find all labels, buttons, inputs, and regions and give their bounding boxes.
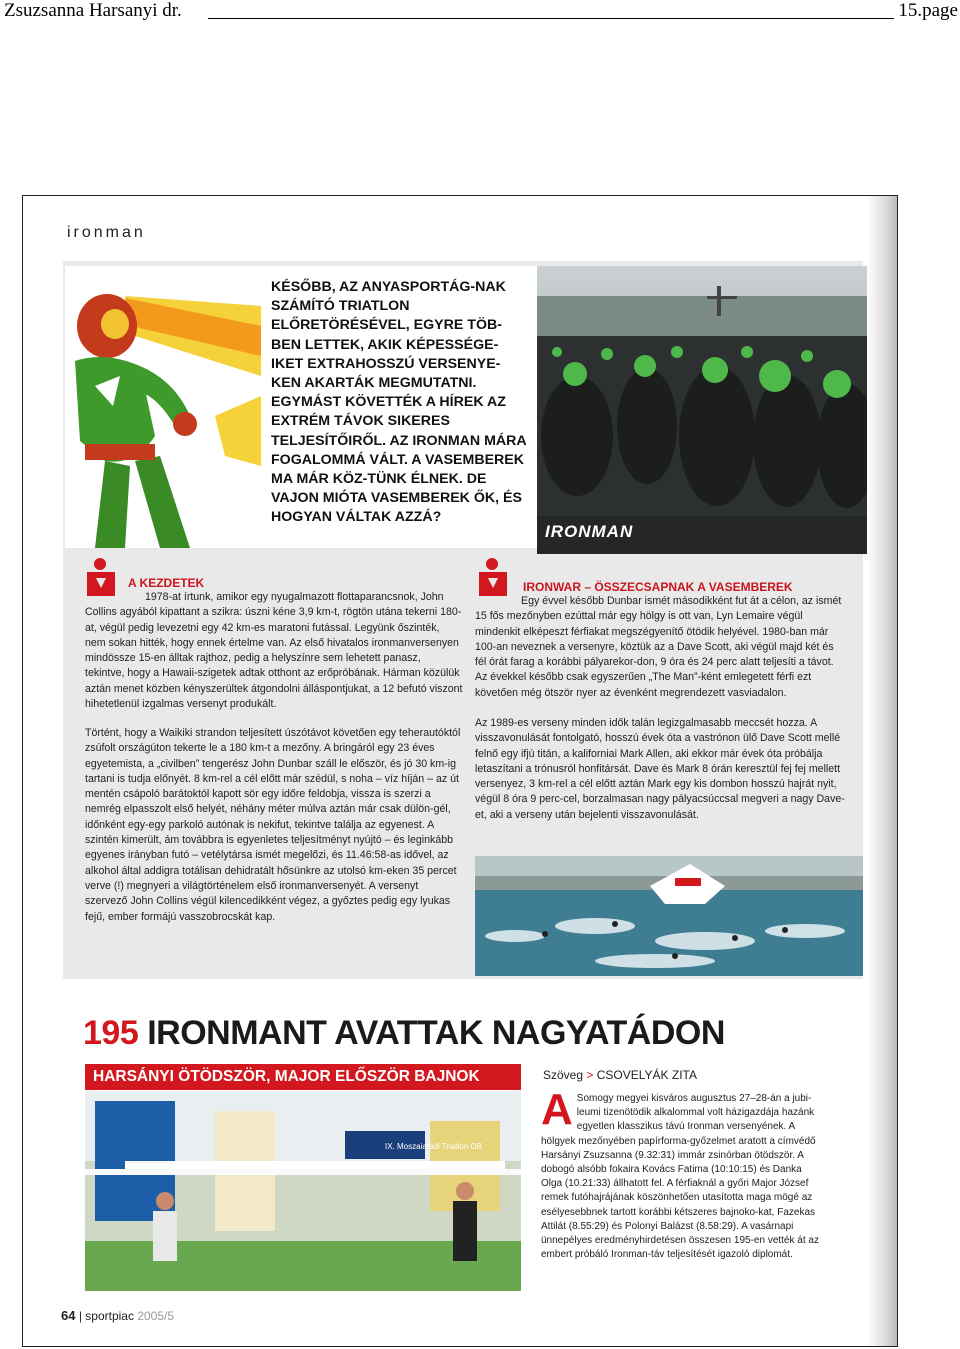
page-label: 15.page [898, 0, 958, 21]
open-water-swim-photo [475, 856, 863, 976]
magazine-footer [61, 1308, 174, 1323]
paragraph: 1978-at írtunk, amikor egy nyugalmazott flottaparancsnok, John Collins agyából kipattant a szikra: úszni kéne 3,9 km-t, rögtön utána tekerni 180-at, végül pedig levezetni egy 42 km-es maratoni futással. Legyünk őszinték, nem sokan hitték, hogy ennek értelme van. Az első hivatalos ironmanversenyen mindössze 15-en álltak rajthoz, pedig a helyszínre sem lehetett panasz, tekintve, hogy a Hawaii-szigetek adtak otthont az erőpróbának. Hárman közülük aztán menet közben kényszerültek átgondolni álláspontjukat, a 12 befutó viszont hihetetlenül izgalmas versenyt produkált. [85, 591, 463, 711]
swim-start-photo [537, 266, 869, 554]
header-rule [208, 18, 894, 19]
section-text-kezdetek [85, 590, 463, 712]
paragraph: Egy évvel később Dunbar ismét másodikként fut át a célon, az ismét 15 fős mezőnyben ezúttal már egy hölgy is ott van, Lyn Lemaire végül mindenkit elképeszt férfiakat megszégyenítő ötödik helyével. 1980-ban már 100-an neveznek a versenyre, köztük az a Dave Scott, aki végül majd két és fél órát farag a korábbi pályarekor-don, 9 óra és 24 perc alatt teljesíti a távot. Az évekkel később csak egyszerűen „The Man”-ként emlegetett férfi ezt követően még ötször nyer az évenként megrendezett vasviadalon. [475, 595, 842, 699]
section-title-kezdetek: A KEZDETEK [128, 576, 205, 590]
photo-banner-text: IX. Moszaiatádi Triatlon OB [385, 1142, 482, 1151]
paragraph: Történt, hogy a Waikiki strandon teljesített úszótávot követően egy teherautóktól zsúfolt országúton tekerte le a 180 km-t a mezőny. A bringáról egy 23 éves egyetemista, a „civilben” tengerész John Dunbar száll le először, és jó 30 km-ig tartani is tudja előnyét. 8 km-rel a cél előtt már szédül, s noha – víz híján – az út mentén csápoló barátoktól kapott sör egy időre feldobja, vissza is szerzi a nemrég elpasszolt első helyét, néhány méter múlva aztán már csak dülön-gél, időnként egy-egy parkoló autónak is nekifut, tekintve találja az egyenest. A szintén kimerült, ám továbbra is egyenletes teljesítményt nyújtó – és leginkább egyenes irányban futó – vetélytársa ismét megelőzi, és 11.46:58-as idővel, az alkohol által addigra totálisan dehidratált hősünkre az utolsó km-eken 35 percet verve (!) megnyeri a világtörténelem első ironmanversenyét. A versenyt szervező John Collins végül kilencedikként végez, a győztes pedig egy lyukas fejű, ember formájú vasszobrocskát kap. [85, 727, 461, 923]
document-header [4, 0, 960, 24]
feature-subtitle: HARSÁNYI ÖTÖDSZÖR, MAJOR ELŐSZÖR BAJNOK [85, 1064, 521, 1090]
pull-quote-headline: KÉSŐBB, AZ ANYASPORTÁG-NAK SZÁMÍTÓ TRIATLON ELŐRETÖRÉSÉVEL, EGYRE TÖB-BEN LETTEK, AKIK KÉPESSÉGE-IKET EXTRAHOSSZÚ VERSENYE-KEN AKARTÁK MEGMUTATNI. EGYMÁST KÖVETTÉK A HÍREK AZ EXTRÉM TÁVOK SIKERES TELJESÍTŐIRŐL. AZ IRONMAN MÁRA FOGALOMMÁ VÁLT. A VASEMBEREK MA MÁR KÖZ-TÜNK ÉLNEK. DE VAJON MIÓTA VASEMBEREK ŐK, ÉS HOGYAN VÁLTAK AZZÁ? [261, 266, 537, 548]
footer-separator: | [78, 1309, 82, 1323]
magazine-scan [22, 195, 898, 1347]
feature-title [83, 1014, 725, 1053]
feature-title-text: IRONMANT AVATTAK NAGYATÁDON [147, 1014, 725, 1052]
comic-hero-illustration [65, 266, 261, 548]
publication-name: sportpiac [85, 1309, 134, 1323]
page-fold-shadow [867, 196, 897, 1346]
feature-story-text: Somogy megyei kisváros augusztus 27–28-án a jubi-leumi tizenötödik alkalommal volt házigazdája hazánk egyetlen klasszikus távú Ironman versenyének. A hölgyek mezőnyében papírforma-győzelmet aratott a címvédő Harsányi Zsuzsanna (9.32:31) immár zsinórban ötödször. A dobogó alsóbb fokaira Kovács Fatima (10:10:15) és Danka Olga (10.21:33) állhatott fel. A férfiaknál a győri Major József remek futóhajrájának köszönhetően utasította maga mögé az esélyesebbnek tartott korábbi kétszeres bajnoko-kat, Fazekas Attilát (8.55:29) és Polonyi Balázst (8.58:29). A vasárnapi ünnepélyes eredményhirdetésen összesen 195-en vették át az embert próbáló Ironman-táv teljesítését igazoló diplomát. [541, 1093, 819, 1261]
feature-story [541, 1085, 821, 1262]
section-text-kezdetek-cont [85, 726, 463, 925]
author-name: Zsuzsanna Harsanyi dr. [4, 0, 182, 21]
byline-label: Szöveg [543, 1068, 584, 1082]
section-text-ironwar [475, 594, 845, 701]
byline-name: CSOVELYÁK ZITA [596, 1068, 697, 1082]
section-marker-icon [479, 558, 507, 596]
ironman-logo-text: IRONMAN [545, 522, 634, 541]
finish-line-photo [85, 1091, 521, 1291]
issue-number: 2005/5 [137, 1309, 175, 1323]
drop-cap: A [541, 1085, 573, 1134]
feature-number: 195 [83, 1014, 139, 1052]
section-title-ironwar: IRONWAR – ÖSSZECSAPNAK A VASEMBEREK [523, 580, 793, 594]
byline-arrow: > [586, 1068, 594, 1082]
section-text-ironwar-cont [475, 716, 845, 823]
byline [543, 1068, 697, 1082]
magazine-page-number: 64 [61, 1308, 76, 1323]
section-label: ironman [67, 224, 146, 241]
paragraph: Az 1989-es verseny minden idők talán legizgalmasabb meccsét hozza. A visszavonulását fontolgató, hosszú évek óta a vastrónon ülő Dave Scott mellé felnő egy ifjú titán, a kaliforniai Mark Allen, aki ekkor már évek óta próbálja letaszítani a trónusról honfitársát. Dave és Mark 8 órán keresztül fej fej mellett versenyez, 3 km-rel a cél előtt aztán Mark egy kis dombon hosszú hajrát nyit, végül 8 óra 9 perc-cel, borzalmasan nagy pályacsúccsal megveri a nagy Dave-et, aki a verseny után bejelenti visszavonulását. [475, 717, 845, 821]
